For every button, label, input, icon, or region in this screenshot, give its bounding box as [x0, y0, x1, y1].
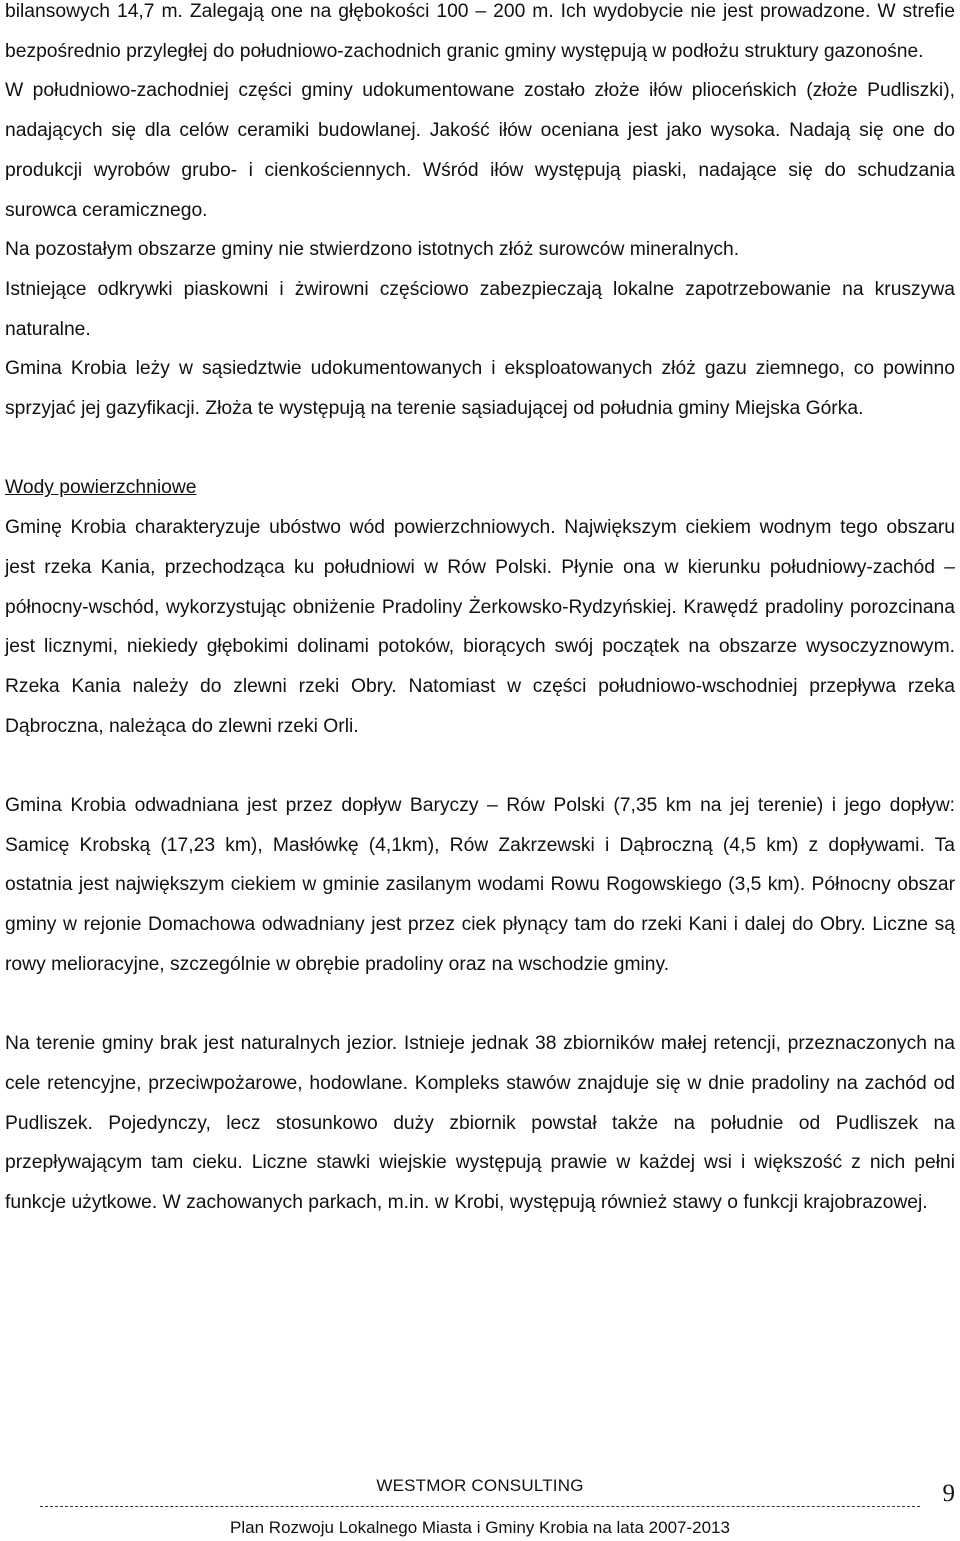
paragraph-reservoirs: Na terenie gminy brak jest naturalnych jezior. Istnieje jednak 38 zbiorników małej retencji, przeznaczonych na cele retencyjne, przeciwpożarowe, hodowlane. Kompleks stawów znajduje się w dnie pradoliny na zachód od Pudliszek. Pojedynczy, lecz stosunkowo duży zbiornik powstał także na południe od Pudliszek na przepływającym tam cieku. Liczne stawki wiejskie występują prawie w każdej wsi i większość z nich pełni funkcje użytkowe. W zachowanych parkach, m.in. w Krobi, występują również stawy o funkcji krajobrazowej.	[5, 1033, 955, 1214]
spacer	[5, 429, 955, 469]
footer-company-name: WESTMOR CONSULTING	[376, 1476, 584, 1495]
page-number: 9	[942, 1480, 955, 1507]
paragraph-no-minerals: Na pozostałym obszarze gminy nie stwierdzono istotnych złóż surowców mineralnych.	[5, 239, 740, 261]
paragraph-clay-deposits: W południowo-zachodniej części gminy udokumentowane zostało złoże iłów plioceńskich (złoże Pudliszki), nadających się dla celów ceramiki budowlanej. Jakość iłów oceniana jest jako wysoka. Nadają się one do produkcji wyrobów grubo- i cienkościennych. Wśród iłów występują piaski, nadające się do schudzania surowca ceramicznego.	[5, 80, 955, 221]
paragraph-surface-waters: Gminę Krobia charakteryzuje ubóstwo wód powierzchniowych. Największym ciekiem wodnym tego obszaru jest rzeka Kania, przechodząca ku południowi w Rów Polski. Płynie ona w kierunku południowy-zachód – północny-wschód, wykorzystując obniżenie Pradoliny Żerkowsko-Rydzyńskiej. Krawędź pradoliny porozcinana jest licznymi, niekiedy głębokimi dolinami potoków, biorących swój początek na obszarze wysoczyznowym. Rzeka Kania należy do zlewni rzeki Obry. Natomiast w części południowo-wschodniej przepływa rzeka Dąbroczna, należąca do zlewni rzeki Orli.	[5, 517, 955, 737]
footer-plan-title: Plan Rozwoju Lokalnego Miasta i Gminy Krobia na lata 2007-2013	[230, 1518, 730, 1537]
spacer	[5, 985, 955, 1025]
document-body	[5, 0, 955, 1223]
paragraph-natural-gas: Gmina Krobia leży w sąsiedztwie udokumentowanych i eksploatowanych złóż gazu ziemnego, co powinno sprzyjać jej gazyfikacji. Złoża te występują na terenie sąsiadującej od południa gminy Miejska Górka.	[5, 358, 955, 420]
section-title: Wody powierzchniowe	[5, 477, 197, 499]
paragraph-drainage: Gmina Krobia odwadniana jest przez dopływ Baryczy – Rów Polski (7,35 km na jej terenie) i jego dopływ: Samicę Krobską (17,23 km), Masłówkę (4,1km), Rów Zakrzewski i Dąbroczną (4,5 km) z dopływami. Ta ostatnia jest największym ciekiem w gminie zasilanym wodami Rowu Rogowskiego (3,5 km). Północny obszar gminy w rejonie Domachowa odwadniany jest przez ciek płynący tam do rzeki Kani i dalej do Obry. Liczne są rowy melioracyjne, szczególnie w obrębie pradoliny oraz na wschodzie gminy.	[5, 795, 955, 975]
footer-divider	[40, 1506, 920, 1507]
paragraph-gas-deposits: bilansowych 14,7 m. Zalegają one na głębokości 100 – 200 m. Ich wydobycie nie jest prowadzone. W strefie bezpośrednio przyległej do południowo-zachodnich granic gminy występują w podłożu struktury gazonośne.	[5, 1, 955, 62]
paragraph-sand-pits: Istniejące odkrywki piaskowni i żwirowni częściowo zabezpieczają lokalne zapotrzebowanie na kruszywa naturalne.	[5, 278, 955, 340]
spacer	[5, 746, 955, 786]
